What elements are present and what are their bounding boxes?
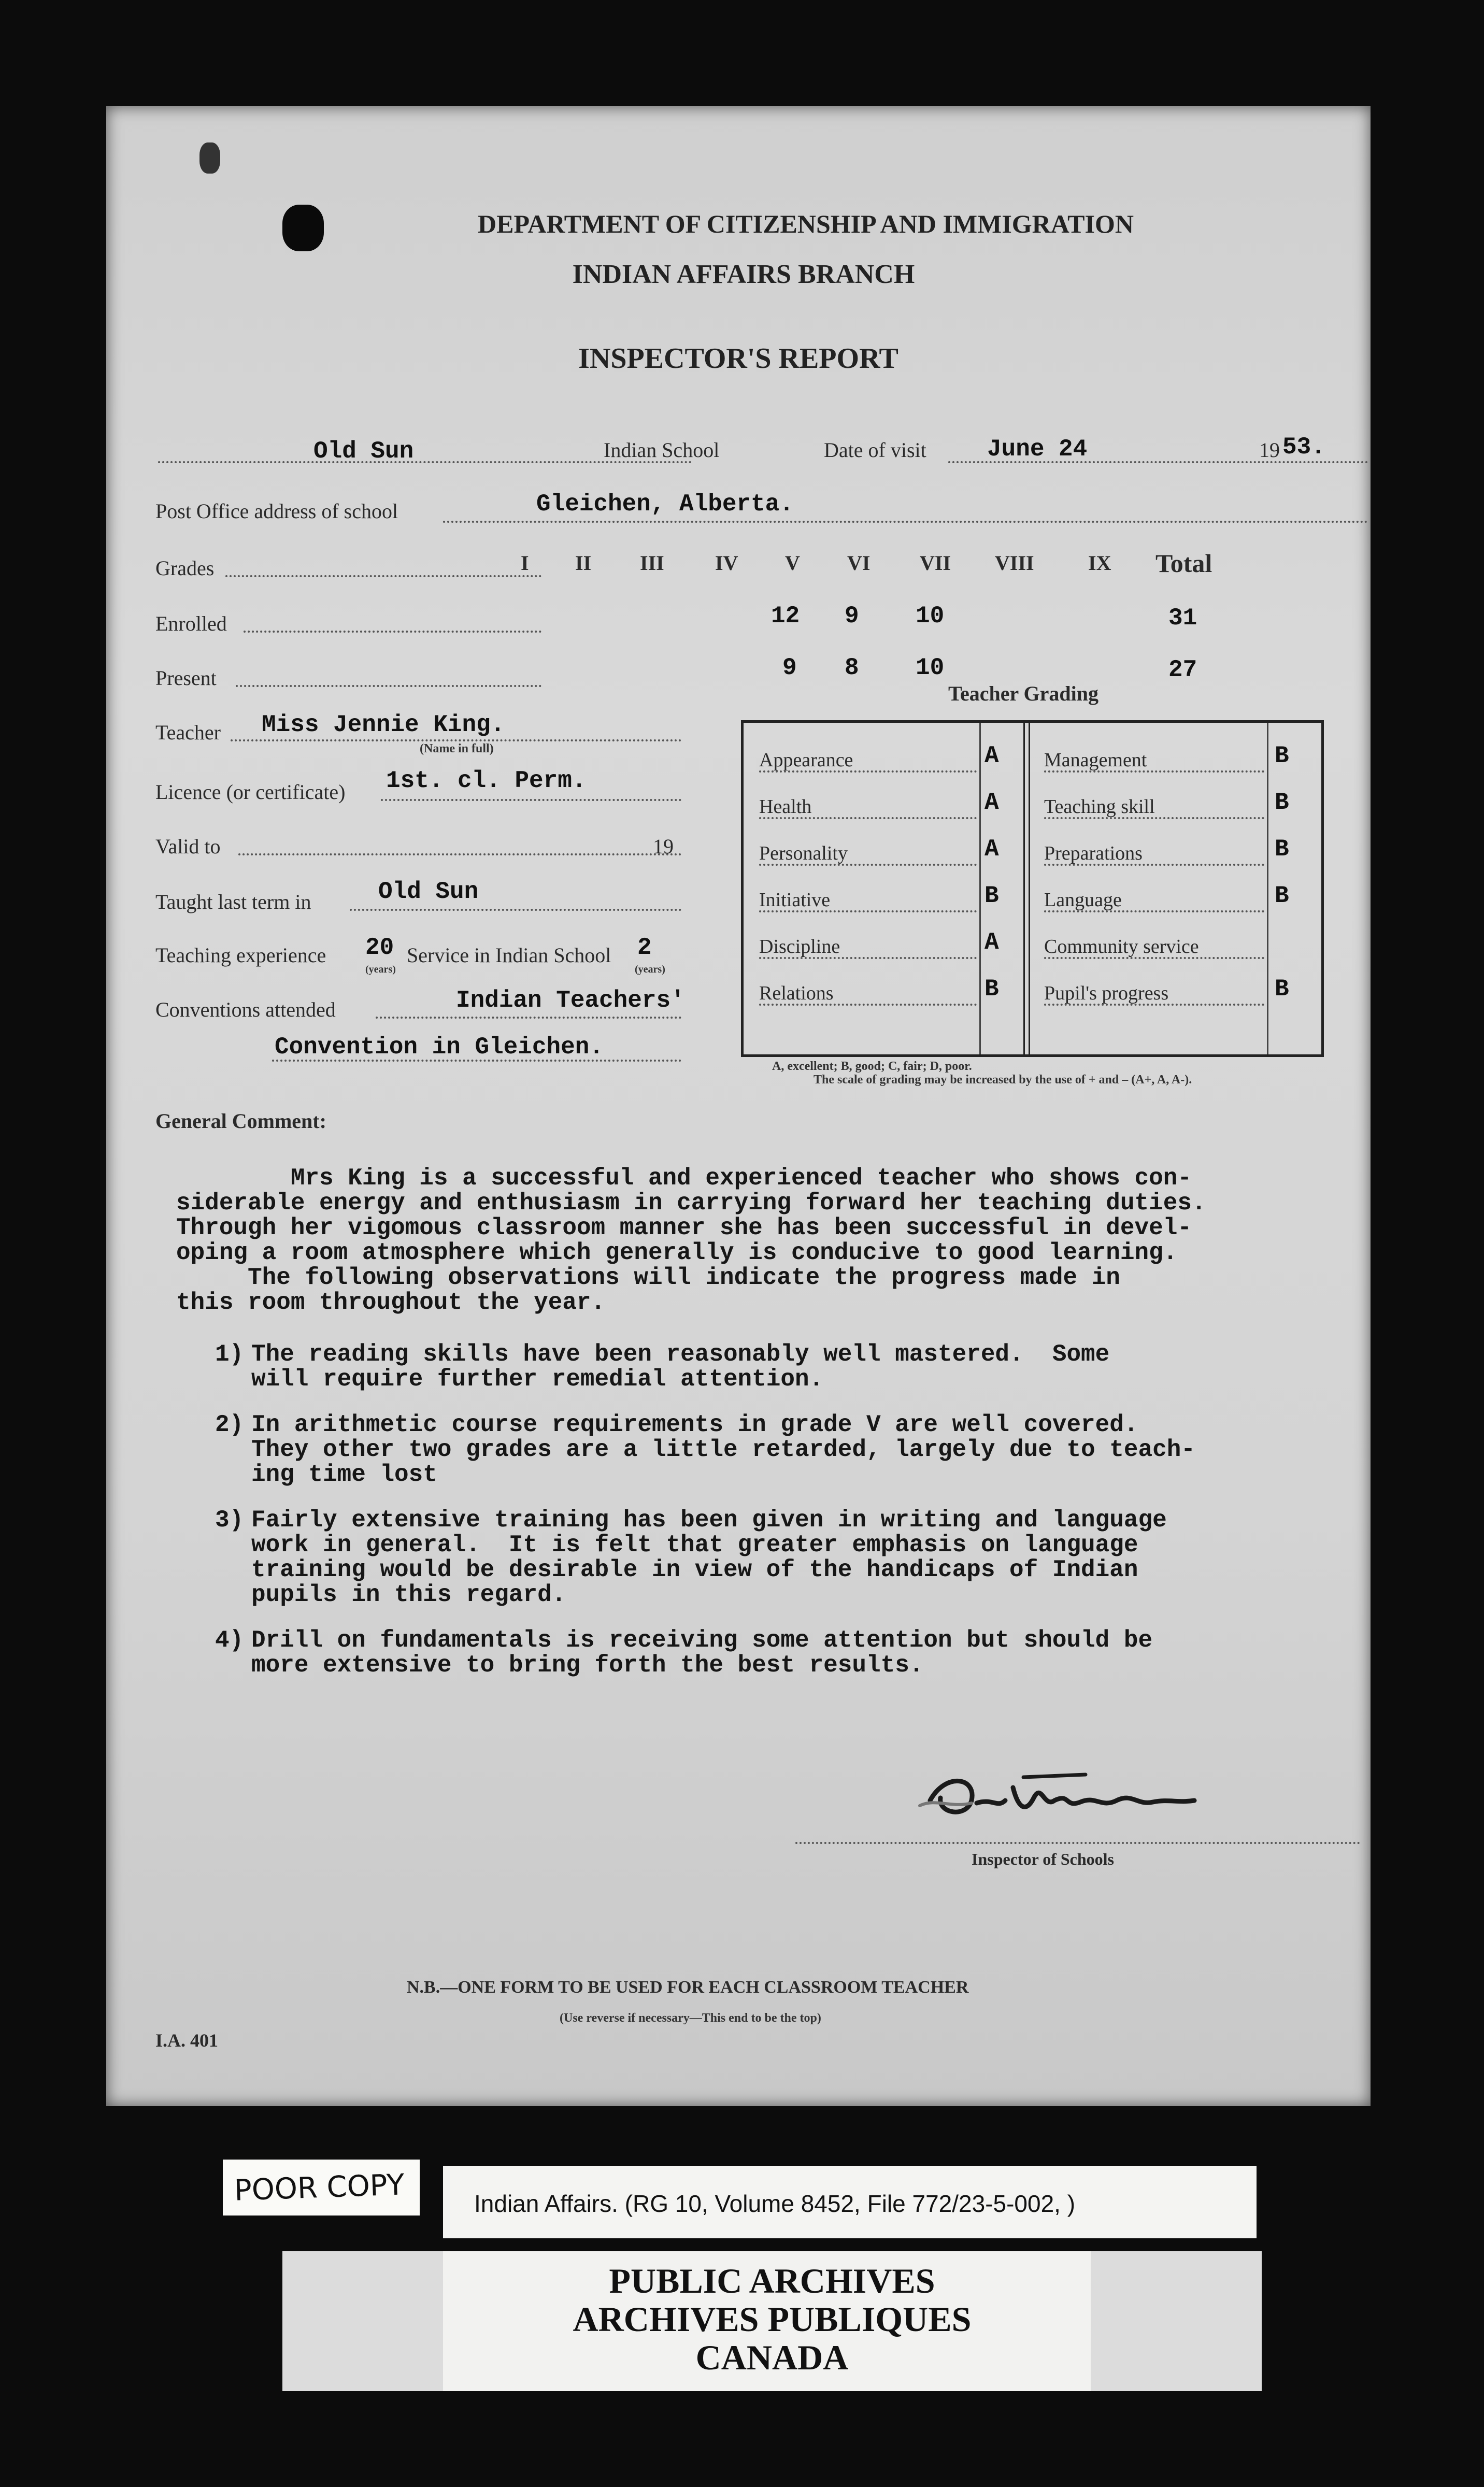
comment-line: Mrs King is a successful and experienced teacher who shows con-	[176, 1165, 1192, 1192]
observation-number: 4)	[215, 1627, 244, 1654]
observation-item	[215, 1627, 1195, 1679]
observation-number: 1)	[215, 1341, 244, 1368]
comment-line: siderable energy and enthusiasm in carrying forward her teaching duties.	[176, 1190, 1206, 1217]
observation-item	[215, 1341, 1195, 1393]
observation-line: The reading skills have been reasonably well mastered. Some	[251, 1341, 1110, 1368]
branch-heading: INDIAN AFFAIRS BRANCH	[572, 260, 915, 289]
observation-line: Fairly extensive training has been given in writing and language	[251, 1507, 1167, 1534]
grading-criterion-grade: B	[984, 882, 999, 909]
comment-line: oping a room atmosphere which generally is conducive to good learning.	[176, 1239, 1178, 1266]
grading-criterion-grade: B	[1275, 976, 1289, 1003]
grading-criterion-label: Personality	[759, 842, 848, 864]
grades-label: Grades	[155, 556, 215, 580]
department-heading: DEPARTMENT OF CITIZENSHIP AND IMMIGRATION	[478, 209, 1134, 238]
grading-criterion-label: Preparations	[1044, 842, 1143, 864]
grading-criterion-label: Pupil's progress	[1044, 982, 1169, 1004]
grading-criterion-grade: B	[1275, 882, 1289, 909]
year-prefix-label: 19	[1259, 438, 1280, 462]
grading-criterion-label: Health	[759, 796, 812, 818]
taught-last-term-value: Old Sun	[378, 878, 479, 905]
public-archives-stamp	[282, 2251, 1262, 2391]
observation-line: work in general. It is felt that greater emphasis on language	[251, 1532, 1138, 1559]
grade-col-3: III	[640, 551, 664, 575]
enrolled-grade-vii: 10	[916, 603, 945, 630]
observation-number: 2)	[215, 1411, 244, 1438]
post-office-label: Post Office address of school	[155, 499, 398, 523]
present-total: 27	[1168, 656, 1197, 683]
enrolled-total: 31	[1168, 605, 1197, 632]
teacher-name-value: Miss Jennie King.	[262, 711, 505, 738]
poor-copy-text: POOR COPY	[233, 2168, 405, 2208]
grade-col-7: VII	[920, 551, 951, 575]
grading-criterion-grade: B	[1275, 836, 1289, 863]
form-number: I.A. 401	[155, 2030, 219, 2051]
grading-criterion-label: Relations	[759, 982, 834, 1004]
service-indian-school-label: Service in Indian School	[407, 944, 611, 967]
observation-line: more extensive to bring forth the best results.	[251, 1652, 924, 1679]
grading-criterion-grade: A	[984, 742, 999, 769]
licence-label: Licence (or certificate)	[155, 780, 346, 804]
observation-line: ing time lost	[251, 1461, 437, 1488]
report-form-sheet	[106, 106, 1371, 2106]
grade-col-5: V	[785, 551, 800, 575]
date-of-visit-label: Date of visit	[824, 438, 926, 462]
comment-line: this room throughout the year.	[176, 1289, 606, 1316]
present-grade-vii: 10	[916, 654, 945, 681]
teaching-experience-label: Teaching experience	[155, 944, 326, 967]
grading-scale-note: The scale of grading may be increased by the use of + and – (A+, A, A-).	[814, 1073, 1192, 1087]
archive-reference-text: Indian Affairs. (RG 10, Volume 8452, File 772/23-5-002, )	[474, 2190, 1076, 2217]
teacher-grading-box	[741, 720, 1324, 1057]
grading-criterion-label: Teaching skill	[1044, 796, 1155, 818]
observation-number: 3)	[215, 1507, 244, 1534]
grading-criterion-grade: A	[984, 836, 999, 863]
licence-value: 1st. cl. Perm.	[386, 767, 587, 794]
teacher-label: Teacher	[155, 721, 221, 744]
archive-reference-label	[443, 2166, 1257, 2238]
observation-line: will require further remedial attention.	[251, 1366, 824, 1393]
school-name-value: Old Sun	[313, 438, 414, 465]
grading-criterion-grade: A	[984, 789, 999, 816]
conventions-value-line2: Convention in Gleichen.	[275, 1034, 604, 1061]
post-office-value: Gleichen, Alberta.	[536, 491, 794, 518]
comment-observations-list	[215, 1341, 1195, 1679]
grade-col-2: II	[575, 551, 592, 575]
service-indian-school-value: 2	[637, 934, 652, 961]
teaching-experience-value: 20	[365, 934, 394, 961]
observation-line: training would be desirable in view of the handicaps of Indian	[251, 1556, 1138, 1583]
observation-item	[215, 1411, 1195, 1488]
canada-line: CANADA	[695, 2338, 849, 2377]
observation-line: In arithmetic course requirements in grade V are well covered.	[251, 1411, 1138, 1438]
observation-line: Drill on fundamentals is receiving some attention but should be	[251, 1627, 1153, 1654]
grading-criterion-label: Management	[1044, 749, 1147, 771]
inspector-signature	[915, 1751, 1205, 1839]
comment-line: The following observations will indicate the progress made in	[176, 1264, 1120, 1291]
poor-copy-stamp	[223, 2160, 420, 2216]
enrolled-grade-vi: 9	[845, 603, 859, 630]
inspector-of-schools-label: Inspector of Schools	[972, 1850, 1114, 1868]
service-years-note: (years)	[635, 964, 665, 975]
grade-col-8: VIII	[995, 551, 1034, 575]
teacher-grading-title: Teacher Grading	[948, 682, 1099, 705]
observation-item	[215, 1507, 1195, 1608]
conventions-label: Conventions attended	[155, 998, 336, 1021]
grading-criterion-label: Language	[1044, 889, 1122, 911]
grade-col-6: VI	[847, 551, 871, 575]
present-grade-vi: 8	[845, 654, 859, 681]
general-comment-label: General Comment:	[155, 1109, 326, 1133]
grading-criterion-label: Initiative	[759, 889, 831, 911]
observation-line: pupils in this regard.	[251, 1581, 566, 1608]
grading-criterion-grade: B	[1275, 742, 1289, 769]
archives-publiques-line: ARCHIVES PUBLIQUES	[573, 2299, 972, 2339]
year-value: 53.	[1282, 434, 1325, 461]
public-archives-line: PUBLIC ARCHIVES	[609, 2261, 935, 2300]
grading-criterion-label: Discipline	[759, 936, 840, 957]
grading-criterion-grade: A	[984, 929, 999, 956]
grade-col-1: I	[521, 551, 529, 575]
valid-to-label: Valid to	[155, 835, 221, 858]
ink-speck-mark	[199, 142, 220, 174]
enrolled-label: Enrolled	[155, 612, 227, 635]
experience-years-note: (years)	[365, 964, 396, 975]
comment-line: Through her vigomous classroom manner she has been successful in devel-	[176, 1214, 1192, 1241]
teacher-name-note: (Name in full)	[420, 742, 494, 755]
conventions-value-line1: Indian Teachers'	[456, 987, 685, 1014]
grade-col-9: IX	[1088, 551, 1111, 575]
valid-year-prefix: 19	[653, 835, 674, 858]
grading-legend: A, excellent; B, good; C, fair; D, poor.	[772, 1060, 972, 1073]
grading-criterion-grade: B	[984, 976, 999, 1003]
enrolled-grade-v: 12	[771, 603, 800, 630]
school-name-label: Indian School	[604, 438, 720, 462]
taught-last-term-label: Taught last term in	[155, 890, 311, 913]
grade-col-total: Total	[1155, 549, 1212, 578]
report-title: INSPECTOR'S REPORT	[578, 342, 898, 375]
present-label: Present	[155, 666, 217, 690]
comment-paragraph	[176, 1166, 1206, 1315]
use-reverse-note: (Use reverse if necessary—This end to be the top)	[560, 2011, 821, 2025]
grade-col-4: IV	[715, 551, 738, 575]
nb-one-form-note: N.B.—ONE FORM TO BE USED FOR EACH CLASSROOM TEACHER	[407, 1978, 969, 1997]
grading-criterion-grade: B	[1275, 789, 1289, 816]
observation-line: They other two grades are a little retarded, largely due to teach-	[251, 1436, 1195, 1463]
grading-criterion-label: Community service	[1044, 936, 1199, 957]
grading-criterion-label: Appearance	[759, 749, 853, 771]
present-grade-v: 9	[782, 654, 797, 681]
date-of-visit-value: June 24	[987, 436, 1088, 463]
